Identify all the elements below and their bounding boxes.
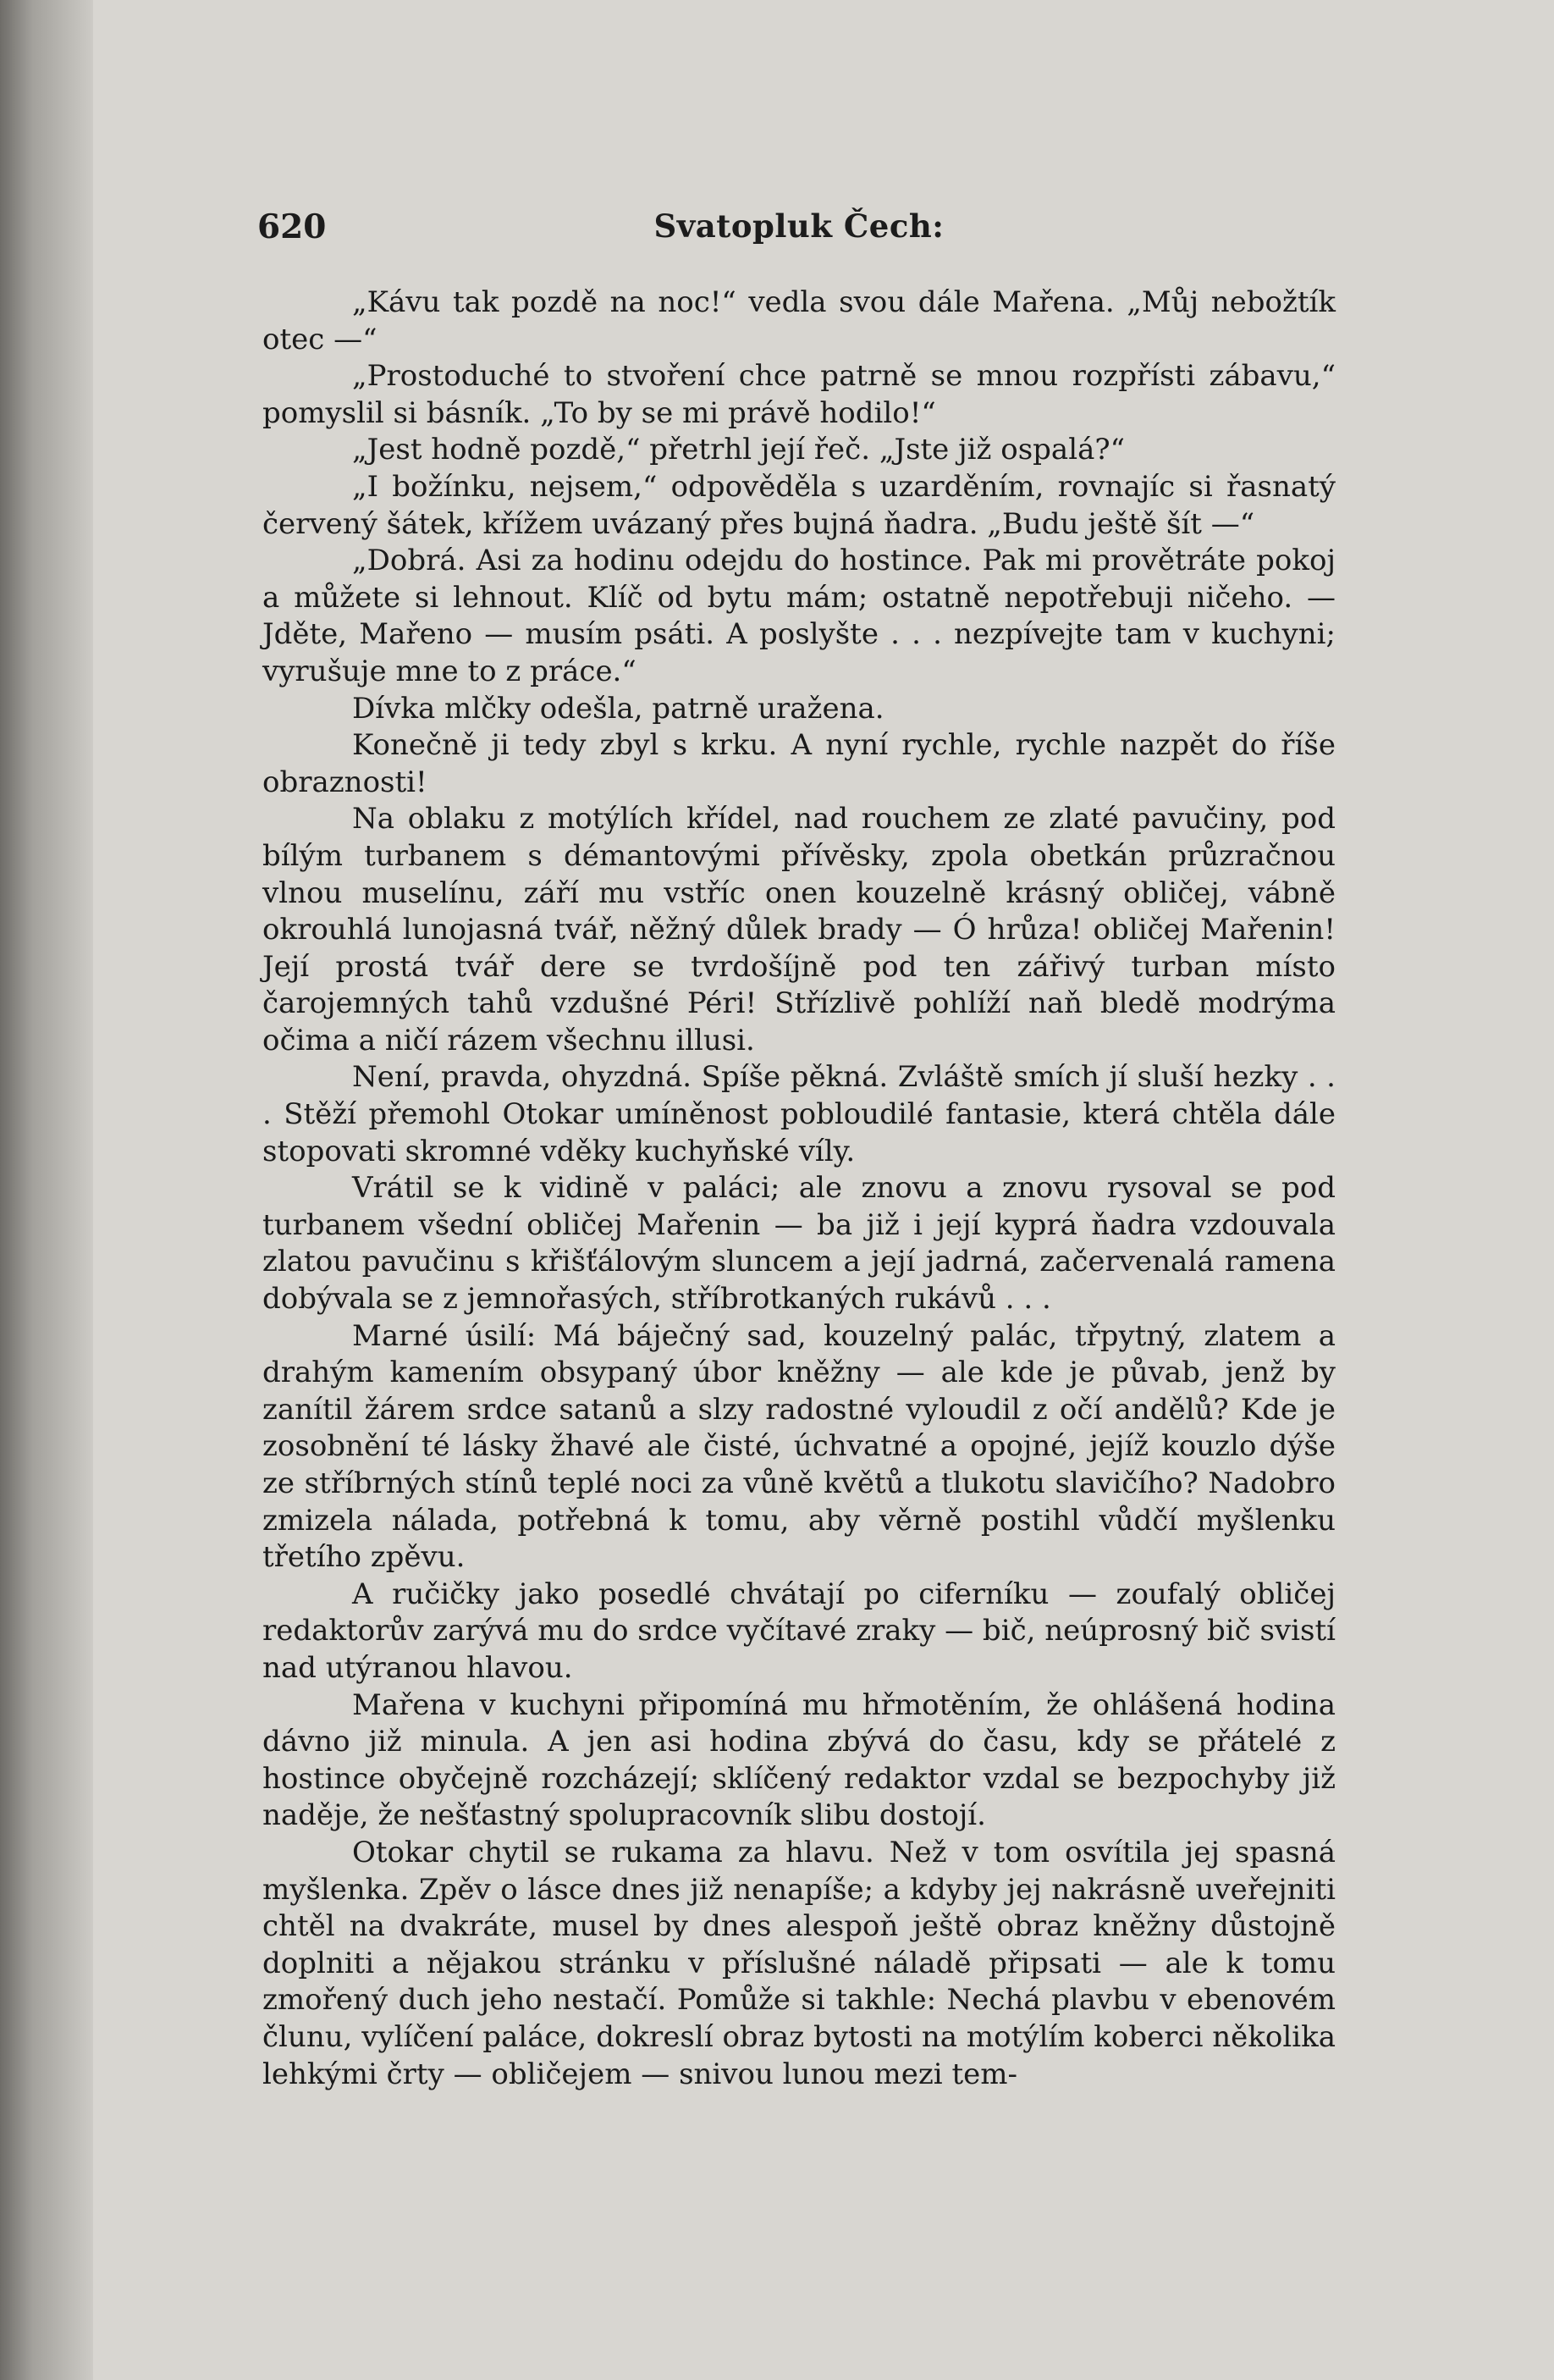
paragraph: „Dobrá. Asi za hodinu odejdu do hostince. Pak mi provětráte pokoj a můžete si lehnout. Klíč od bytu mám; ostatně nepotřebuji ničeho. — Jděte, Mařeno — musím psáti. A poslyšte . . . nezpívejte tam v kuchyni; vyrušuje mne to z práce.“ [262,544,1336,688]
paragraph: Konečně ji tedy zbyl s krku. A nyní rychle, rychle nazpět do říše obraznosti! [262,728,1336,799]
paragraph: „Kávu tak pozdě na noc!“ vedla svou dále Mařena. „Můj nebožtík otec —“ [262,285,1336,356]
paragraph: Dívka mlčky odešla, patrně uražena. [352,691,884,726]
paragraph: „Prostoduché to stvoření chce patrně se mnou rozpřísti zábavu,“ pomyslil si básník. „To by se mi právě hodilo!“ [262,359,1336,430]
paragraph: Otokar chytil se rukama za hlavu. Než v tom osvítila jej spasná myšlenka. Zpěv o lásce dnes již nenapíše; a kdyby jej nakrásně uveřejniti chtěl na dvakráte, musel by dnes alespoň ještě obraz kněžny důstojně doplniti a nějakou stránku v příslušné náladě připsati — ale k tomu zmořený duch jeho nestačí. Pomůže si takhle: Nechá plavbu v ebenovém člunu, vylíčení paláce, dokreslí obraz bytosti na motýlím koberci několika lehkými črty — obličejem — snivou lunou mezi tem- [262,1835,1336,2091]
page-header [257,207,1341,258]
paragraph: Není, pravda, ohyzdná. Spíše pěkná. Zvláště smích jí sluší hezky . . . Stěží přemohl Otokar umíněnost pobloudilé fantasie, která chtěla dále stopovati skromné vděky kuchyňské víly. [262,1060,1336,1168]
paragraph: Vrátil se k vidině v paláci; ale znovu a znovu rysoval se pod turbanem všední obličej Mařenin — ba již i její kyprá ňadra vzdouvala zlatou pavučinu s křišťálovým sluncem a její jadrná, začervenalá ramena dobývala se z jemnořasých, stříbrotkaných rukávů . . . [262,1171,1336,1317]
page-number: 620 [257,207,327,246]
paragraph: Na oblaku z motýlích křídel, nad rouchem ze zlaté pavučiny, pod bílým turbanem s démantovými přívěsky, zpola obetkán průzračnou vlnou muselínu, září mu vstříc onen kouzelně krásný obličej, vábně okrouhlá lunojasná tvář, něžný důlek brady — Ó hrůza! obličej Mařenin! Její prostá tvář dere se tvrdošíjně pod ten zářivý turban místo čarojemných tahů vzdušné Péri! Střízlivě pohlíží naň bledě modrýma očima a ničí rázem všechnu illusi. [262,802,1336,1057]
paragraph: Marné úsilí: Má báječný sad, kouzelný palác, třpytný, zlatem a drahým kamením obsypaný úbor kněžny — ale kde je půvab, jenž by zanítil žárem srdce satanů a slzy radostné vyloudil z očí andělů? Kde je zosobnění té lásky žhavé ale čisté, úchvatné a opojné, jejíž kouzlo dýše ze stříbrných stínů teplé noci za vůně květů a tlukotu slavičího? Nadobro zmizela nálada, potřebná k tomu, aby věrně postihl vůdčí myšlenku třetího zpěvu. [262,1318,1336,1575]
paragraph: „Jest hodně pozdě,“ přetrhl její řeč. „Jste již ospalá?“ [352,433,1125,467]
running-title: Svatopluk Čech: [653,207,945,245]
scan-binding-shadow [0,0,93,2380]
paragraph: Mařena v kuchyni připomíná mu hřmotěním, že ohlášená hodina dávno již minula. A jen asi hodina zbývá do času, kdy se přátelé z hostince obyčejně rozcházejí; sklíčený redaktor vzdal se bezpochyby již naděje, že nešťastný spolupracovník slibu dostojí. [262,1687,1336,1833]
paragraph: „I božínku, nejsem,“ odpověděla s uzarděním, rovnajíc si řasnatý červený šátek, křížem uvázaný přes bujná ňadra. „Budu ještě šít —“ [262,469,1336,541]
body-text [262,284,1336,2093]
paragraph: A ručičky jako posedlé chvátají po ciferníku — zoufalý obličej redaktorův zarývá mu do srdce vyčítavé zraky — bič, neúprosný bič svistí nad utýranou hlavou. [262,1577,1336,1685]
